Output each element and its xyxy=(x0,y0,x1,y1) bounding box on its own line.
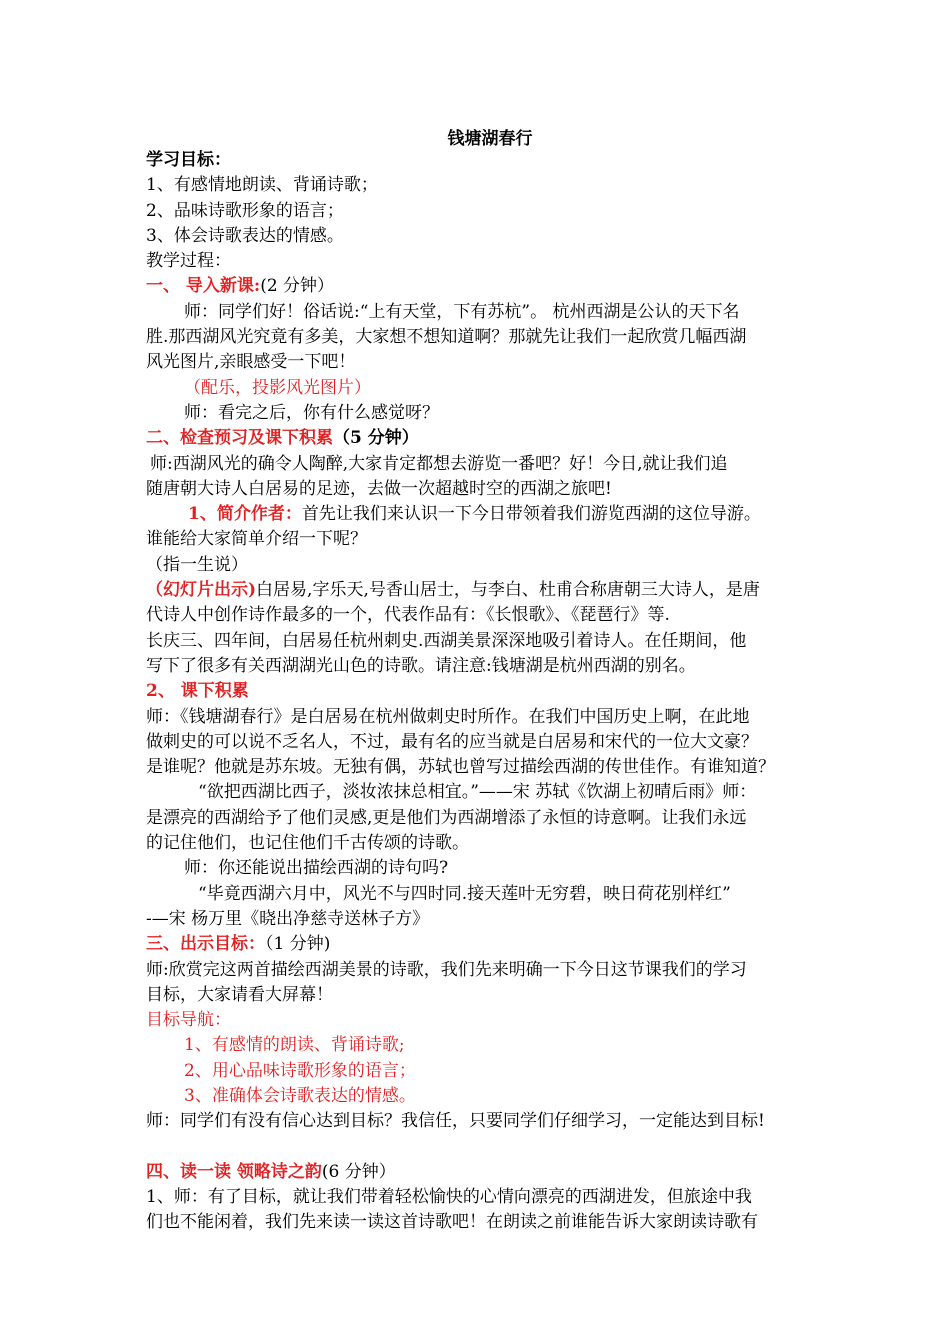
paragraph-line: 写下了很多有关西湖湖光山色的诗歌。请注意:钱塘湖是杭州西湖的别名。 xyxy=(146,655,696,676)
section-2-time: （5 分钟） xyxy=(333,428,419,449)
section-2-title: 二、检查预习及课下积累 xyxy=(146,428,333,449)
paragraph-line: 代诗人中创作诗作最多的一个，代表作品有：《长恨歌》、《琵琶行》等. xyxy=(146,605,670,626)
stage-note: （配乐，投影风光图片） xyxy=(184,377,371,398)
slide-line xyxy=(146,578,846,603)
subsection-2-title: 课下积累 xyxy=(180,681,249,702)
paragraph-line: 胜.那西湖风光究竟有多美，大家想不想知道啊？那就先让我们一起欣赏几幅西湖 xyxy=(146,327,747,348)
paragraph-line: 长庆三、四年间，白居易任杭州刺史.西湖美景深深地吸引着诗人。在任期间，他 xyxy=(146,630,747,651)
paragraph-line: （指一生说） xyxy=(146,554,248,575)
section-1-heading xyxy=(146,274,846,299)
section-4-heading xyxy=(146,1160,846,1185)
slide-text: 白居易,字乐天,号香山居士，与李白、杜甫合称唐朝三大诗人，是唐 xyxy=(256,580,760,601)
process-heading: 教学过程： xyxy=(146,251,231,272)
goal-item: 1、有感情地朗读、背诵诗歌； xyxy=(146,175,378,196)
paragraph-line: 谁能给大家简单介绍一下呢？ xyxy=(146,529,367,550)
poem-quote: “欲把西湖比西子，淡妆浓抹总相宜。”——宋 苏轼《饮湖上初晴后雨》师： xyxy=(198,782,757,803)
paragraph-line: 目标，大家请看大屏幕！ xyxy=(146,984,333,1005)
paragraph-line: 1、师：有了目标，就让我们带着轻松愉快的心情向漂亮的西湖进发，但旅途中我 xyxy=(146,1187,752,1208)
section-2-heading xyxy=(146,426,846,451)
paragraph-line: 做刺史的可以说不乏名人，不过，最有名的应当就是白居易和宋代的一位大文豪？ xyxy=(146,731,758,752)
poem-source: -—宋 杨万里《晓出净慈寺送林子方》 xyxy=(146,908,430,929)
paragraph-line: 的记住他们，也记住他们千古传颂的诗歌。 xyxy=(146,833,469,854)
subsection-1-title: 1、简介作者： xyxy=(188,504,302,525)
subsection-2-number: 2、 xyxy=(146,681,181,702)
goal-nav-item: 1、有感情的朗读、背诵诗歌; xyxy=(184,1035,405,1056)
paragraph-line: 师：同学们有没有信心达到目标？我信任，只要同学们仔细学习，一定能达到目标! xyxy=(146,1111,765,1132)
section-3-time: （1 分钟) xyxy=(265,934,331,955)
paragraph-line: 是谁呢？他就是苏东坡。无独有偶，苏轼也曾写过描绘西湖的传世佳作。有谁知道？ xyxy=(146,757,775,778)
paragraph-line: 是漂亮的西湖给予了他们灵感,更是他们为西湖增添了永恒的诗意啊。让我们永远 xyxy=(146,807,747,828)
paragraph-line: 随唐朝大诗人白居易的足迹，去做一次超越时空的西湖之旅吧! xyxy=(146,478,612,499)
paragraph-line: 师:西湖风光的确令人陶醉,大家肯定都想去游览一番吧？好！今日,就让我们追 xyxy=(150,453,728,474)
section-3-title: 三、出示目标： xyxy=(146,934,265,955)
subsection-1-text: 首先让我们来认识一下今日带领着我们游览西湖的这位导游。 xyxy=(301,504,761,525)
goal-nav-item: 3、准确体会诗歌表达的情感。 xyxy=(184,1085,416,1106)
paragraph-line: 师:欣赏完这两首描绘西湖美景的诗歌，我们先来明确一下今日这节课我们的学习 xyxy=(146,959,747,980)
blank-line xyxy=(146,1135,846,1160)
paragraph-line: 师：你还能说出描绘西湖的诗句吗? xyxy=(184,858,449,879)
section-3-heading xyxy=(146,932,846,957)
poem-quote: “毕竟西湖六月中，风光不与四时同.接天莲叶无穷碧，映日荷花别样红” xyxy=(198,883,731,904)
goal-nav-item: 2、用心品味诗歌形象的语言； xyxy=(184,1060,416,1081)
paragraph-line: 师：同学们好！俗话说:“上有天堂，下有苏杭”。 杭州西湖是公认的天下名 xyxy=(184,301,740,322)
section-4-title: 四、读一读 领略诗之韵 xyxy=(146,1161,322,1182)
goal-item: 2、品味诗歌形象的语言； xyxy=(146,200,344,221)
section-1-number: 一、 xyxy=(146,276,186,297)
paragraph-line: 们也不能闲着，我们先来读一读这首诗歌吧！在朗读之前谁能告诉大家朗读诗歌有 xyxy=(146,1212,758,1233)
section-1-time: (2 分钟） xyxy=(260,276,335,297)
section-4-time: (6 分钟） xyxy=(321,1161,396,1182)
section-1-title: 导入新课: xyxy=(185,276,261,297)
goal-nav-heading: 目标导航： xyxy=(146,1010,231,1031)
paragraph-line: 风光图片,亲眼感受一下吧！ xyxy=(146,352,356,373)
subsection-1-line xyxy=(146,502,846,527)
subsection-2-heading xyxy=(146,679,846,704)
goals-heading: 学习目标： xyxy=(146,150,231,170)
paragraph-line: 师：看完之后，你有什么感觉呀？ xyxy=(184,402,439,423)
document-title: 钱塘湖春行 xyxy=(447,129,533,149)
goal-item: 3、体会诗歌表达的情感。 xyxy=(146,225,344,246)
paragraph-line: 师：《钱塘湖春行》是白居易在杭州做刺史时所作。在我们中国历史上啊，在此地 xyxy=(146,706,750,727)
slide-label: （幻灯片出示) xyxy=(146,580,257,601)
